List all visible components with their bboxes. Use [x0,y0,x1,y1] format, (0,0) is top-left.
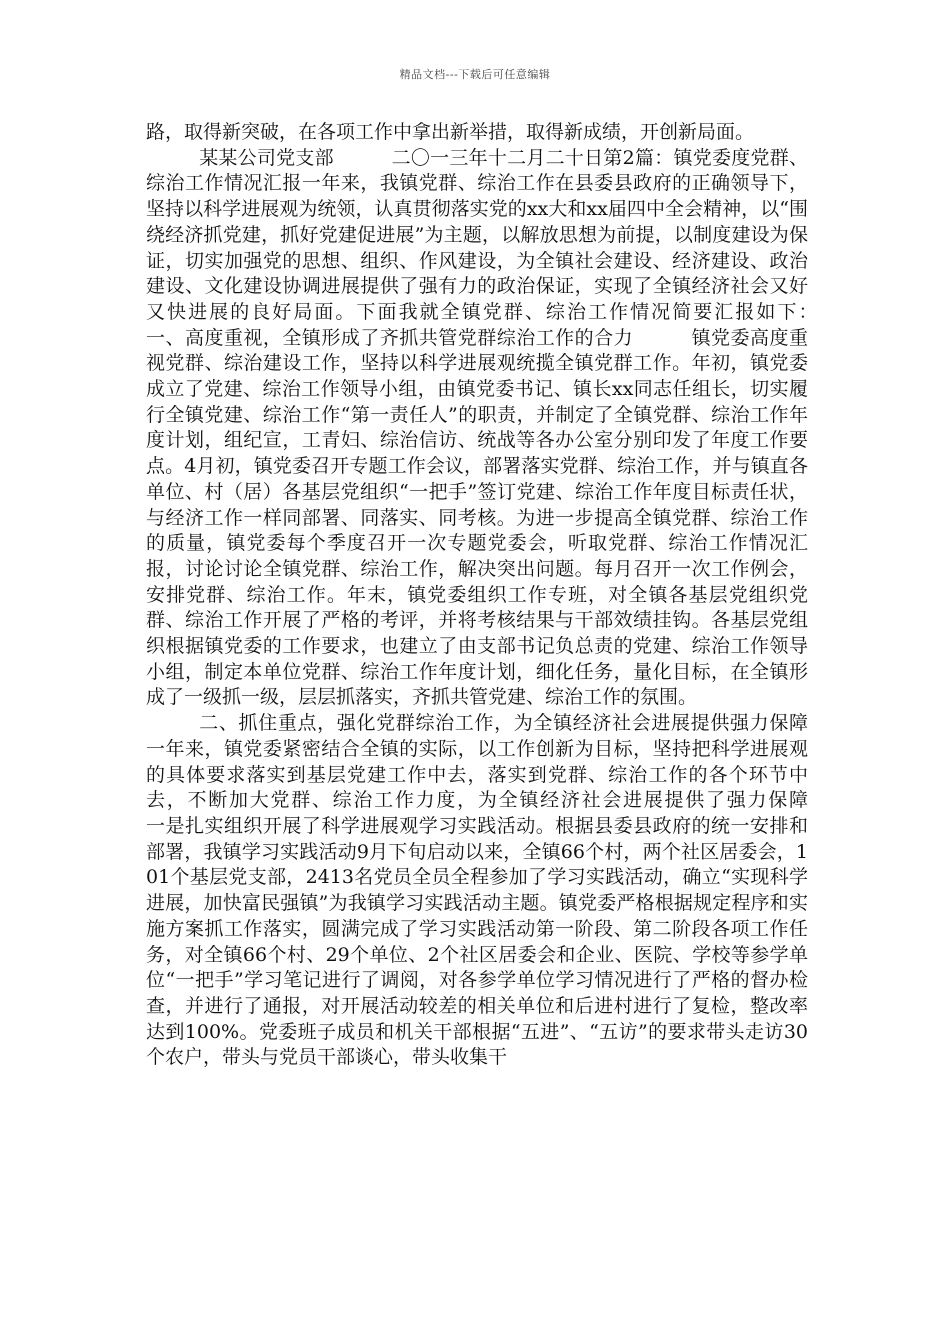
page-header: 精品文档---下载后可任意编辑 [399,68,551,81]
paragraph: 二、抓住重点，强化党群综治工作，为全镇经济社会进展提供强力保障 一年来，镇党委紧密结合全镇的实际，以工作创新为目标，坚持把科学进展观的具体要求落实到基层党建工作中去，落实到党群、综治工作的各个环节中去，不断加大党群、综治工作力度，为全镇经济社会进展提供了强力保障 一是扎实组织开展了科学进展观学习实践活动。根据县委县政府的统一安排和部署，我镇学习实践活动9月下旬启动以来，全镇66个村，两个社区居委会，101个基层党支部，2413名党员全员全程参加了学习实践活动，确立“实现科学进展，加快富民强镇”为我镇学习实践活动主题。镇党委严格根据规定程序和实施方案抓工作落实，圆满完成了学习实践活动第一阶段、第二阶段各项工作任务，对全镇66个村、29个单位、2个社区居委会和企业、医院、学校等参学单位“一把手”学习笔记进行了调阅，对各参学单位学习情况进行了严格的督办检查，并进行了通报，对开展活动较差的相关单位和后进村进行了复检，整改率达到100%。党委班子成员和机关干部根据“五进”、“五访”的要求带头走访30个农户，带头与党员干部谈心，带头收集干 [146,712,866,1069]
paragraph: 某某公司党支部 二〇一三年十二月二十日第2篇：镇党委度党群、综治工作情况汇报一年来，我镇党群、综治工作在县委县政府的正确领导下，坚持以科学进展观为统领，认真贯彻落实党的xx大和xx届四中全会精神，以“围绕经济抓党建，抓好党建促进展”为主题，以解放思想为前提，以制度建设为保证，切实加强党的思想、组织、作风建设，为全镇社会建设、经济建设、政治建设、文化建设协调进展提供了强有力的政治保证，实现了全镇经济社会又好又快进展的良好局面。下面我就全镇党群、综治工作情况简要汇报如下： 一、高度重视，全镇形成了齐抓共管党群综治工作的合力 镇党委高度重视党群、综治建设工作，坚持以科学进展观统揽全镇党群工作。年初，镇党委成立了党建、综治工作领导小组，由镇党委书记、镇长xx同志任组长，切实履行全镇党建、综治工作“第一责任人”的职责，并制定了全镇党群、综治工作年度计划，组纪宣，工青妇、综治信访、统战等各办公室分别印发了年度工作要点。4月初，镇党委召开专题工作会议，部署落实党群、综治工作，并与镇直各单位、村（居）各基层党组织“一把手”签订党建、综治工作年度目标责任状，与经济工作一样同部署、同落实、同考核。为进一步提高全镇党群、综治工作的质量，镇党委每个季度召开一次专题党委会，听取党群、综治工作情况汇报，讨论讨论全镇党群、综治工作，解决突出问题。每月召开一次工作例会，安排党群、综治工作。年末，镇党委组织工作专班，对全镇各基层党组织党群、综治工作开展了严格的考评，并将考核结果与干部效绩挂钩。各基层党组织根据镇党委的工作要求，也建立了由支部书记负总责的党建、综治工作领导小组，制定本单位党群、综治工作年度计划，细化任务，量化目标，在全镇形成了一级抓一级，层层抓落实，齐抓共管党建、综治工作的氛围。 [146,146,885,709]
paragraph: 路，取得新突破，在各项工作中拿出新举措，取得新成绩，开创新局面。 [146,121,755,143]
document-body [146,120,885,1071]
